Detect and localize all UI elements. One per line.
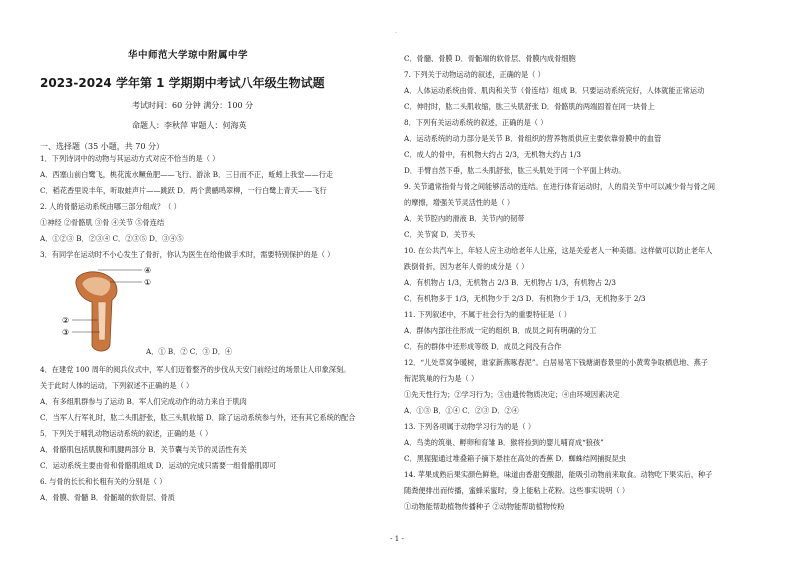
q6-options-cd: C．骨髓、骨膜 D．骨骺端的软骨层、骨膜内成骨细胞 <box>404 54 576 63</box>
label-4: ④ <box>144 266 152 275</box>
exam-title: 2023-2024 学年第 1 学期期中考试八年级生物试题 <box>40 76 325 90</box>
q9-options-cd: C．关节窝 D．关节头 <box>404 230 476 239</box>
q8-option-d: D．手臂自然下垂，肱二头肌舒张，肱三头肌处于同一个平面上转动。 <box>404 166 626 175</box>
question-2: 2. 人的骨骼运动系统由哪三部分组成？（ ） <box>40 202 181 211</box>
question-4: 4．在建党 100 周年的阅兵仪式中，军人们迈着整齐的步伐从天安门前经过的场景让人印象深刻。 <box>40 365 351 374</box>
q7-options-cd: C．伸肘时，肱二头肌收缩，肱三头肌舒张 D．骨骼肌的两端固着在同一块骨上 <box>404 102 655 111</box>
q5-options-cd: C．运动系统主要由骨和骨骼肌组成 D．运动的完成只需要一组骨骼肌即可 <box>40 461 277 470</box>
q6-options-ab: A．骨膜、骨髓 B．骨骺端的软骨层、骨质 <box>40 493 175 502</box>
question-11: 11. 下列叙述中，不属于社会行为的重要特征是（ ） <box>404 310 571 319</box>
question-12-cont: 衔泥筑巢的行为是（ ） <box>404 374 479 383</box>
label-3: ③ <box>62 328 70 337</box>
q2-options: A．①②③ B．②③④ C．②③⑤ D．③④⑤ <box>40 234 184 243</box>
long-bone-diagram <box>62 266 192 356</box>
question-12: 12．“儿处草窝争暖树，谁家新燕啄春泥”。白居易笔下钱塘湖春景里的小黄莺争取栖息地、燕子 <box>404 358 708 367</box>
question-10-cont: 跌倒骨折，因为老年人骨的成分是（ ） <box>404 262 529 271</box>
q11-options-ab: A．群体内部往往形成一定的组织 B．成员之间有明确的分工 <box>404 326 597 335</box>
q14-items: ①动物能帮助植物传播种子 ②动物能帮助植物传粉 <box>404 502 565 511</box>
question-9: 9. 关节通常指骨与骨之间能够活动的连结。在进行体育运动时，人的肩关节中可以减少骨与骨之间 <box>404 182 716 191</box>
school-name: 华中师范大学琼中附属中学 <box>128 50 249 61</box>
q10-options-ab: A．有机物占 1/3，无机物占 2/3 B．无机物占 1/3，有机物占 2/3 <box>404 278 616 287</box>
q11-options-cd: C．有的群体中还形成等级 D．成员之间没有合作 <box>404 342 562 351</box>
label-2: ② <box>62 316 70 325</box>
label-1: ① <box>144 278 152 287</box>
section-heading: 一、选择题（35 小题，共 70 分） <box>40 142 164 151</box>
question-13: 13. 下列各项属于动物学习行为的是（ ） <box>404 422 536 431</box>
q1-options-cd: C．稻花香里说丰年，听取蛙声片——跳跃 D．两个黄鹂鸣翠柳，一行白鹭上青天——飞行 <box>40 186 327 195</box>
q8-options-ab: A．运动系统的动力部分是关节 B．骨组织的营养物质供应主要依靠骨膜中的血管 <box>404 134 662 143</box>
question-9-cont: 的摩擦，增强关节灵活性的是（ ） <box>404 198 515 207</box>
question-7: 7. 下列关于动物运动的叙述，正确的是（ ） <box>404 70 545 79</box>
q5-options-ab: A．骨骼肌包括肌腹和肌腱两部分 B．关节囊与关节的灵活性有关 <box>40 445 247 454</box>
question-1: 1．下列诗词中的动物与其运动方式对应不恰当的是（ ） <box>40 154 220 163</box>
page-number: - 1 - <box>390 535 404 543</box>
question-8: 8．下列有关运动系统的叙述，正确的是（ ） <box>404 118 548 127</box>
question-6: 6. 与骨的长长和长粗有关的分别是（ ） <box>40 477 167 486</box>
q12-options: A．①③ B．①④ C．②③ D．②④ <box>404 406 519 415</box>
bone-marrow-cavity <box>98 302 106 340</box>
exam-time-score: 考试时间：60 分钟 满分：100 分 <box>132 101 254 110</box>
q4-options-ab: A．有多组肌群参与了运动 B．军人们完成动作的动力来自于肌肉 <box>40 397 247 406</box>
question-5: 5．下列关于哺乳动物运动系统的叙述，正确的是（ ） <box>40 429 213 438</box>
q3-options: A．① B．② C．③ D．④ <box>146 347 233 356</box>
q13-options-cd: C．黑猩猩通过堆叠箱子摘下悬挂在高处的香蕉 D．蜘蛛结网捕捉昆虫 <box>404 454 626 463</box>
question-3: 3．有同学在运动时不小心发生了骨折，你认为医生在给他做手术时，需要特别保护的是（ ） <box>40 250 335 259</box>
q7-options-ab: A．人体运动系统由骨、肌肉和关节（骨连结）组成 B．只要运动系统完好，人体就能正常运动 <box>404 86 705 95</box>
q4-options-cd: C．当军人行军礼时，肱二头肌舒张，肱三头肌收缩 D．除了运动系统参与外，还有其它系统的配合 <box>40 413 356 422</box>
question-14-cont: 随粪便排出而传播，蜜蜂采蜜时，身上能粘上花粉。这些事实说明（ ） <box>404 486 630 495</box>
q8-option-c: C．成人的骨中，有机物大约占 2/3，无机物大约占 1/3 <box>404 150 581 159</box>
q13-options-ab: A．鸟类的筑巢、孵卵和育雏 B．猴将捡到的婴儿哺育成“狼孩” <box>404 438 604 447</box>
q1-options-ab: A．西塞山前白鹭飞，桃花流水鳜鱼肥——飞行、游泳 B．三日而不正，蚯蚓上我堂——行走 <box>40 170 334 179</box>
exam-authors: 命题人：李秋萍 审题人：何海英 <box>132 121 247 130</box>
question-4-cont: 关于此时人体的运动，下列叙述不正确的是（ ） <box>40 381 194 390</box>
q9-options-ab: A．关节腔内的滑液 B．关节内的韧带 <box>404 214 525 223</box>
q2-items: ①神经 ②骨骼肌 ③骨 ④关节 ⑤骨连结 <box>40 218 165 227</box>
scan-dot: · <box>395 30 397 37</box>
question-10: 10. 在公共汽车上，年轻人应主动给老年人让座，这是关爱老人一种美德。这样做可以防止老年人 <box>404 246 713 255</box>
q12-items: ①先天性行为；②学习行为；③由遗传物质决定；④由环境因素决定 <box>404 390 620 399</box>
q10-options-cd: C．有机物多于 1/3，无机物少于 2/3 D．有机物少于 1/3，无机物多于 2/3 <box>404 294 646 303</box>
question-14: 14. 苹果成熟后果实颜色鲜艳，味道由香甜变酸甜，能吸引动物前来取食。动物吃下果实后，种子 <box>404 470 713 479</box>
